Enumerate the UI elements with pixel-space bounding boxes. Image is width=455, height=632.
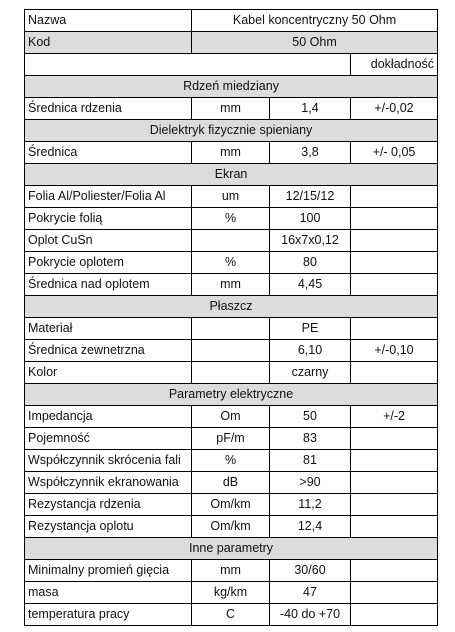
name-label: Nazwa: [25, 10, 192, 32]
param-name: Kolor: [25, 362, 192, 384]
tolerance-header: dokładność: [351, 54, 438, 76]
param-value: 16x7x0,12: [270, 230, 351, 252]
param-tolerance: [351, 428, 438, 450]
param-name: Oplot CuSn: [25, 230, 192, 252]
table-row: [25, 604, 438, 626]
table-row: [25, 560, 438, 582]
section-jacket: [25, 296, 438, 318]
param-name: Pojemność: [25, 428, 192, 450]
param-tolerance: [351, 230, 438, 252]
param-tolerance: +/-2: [351, 406, 438, 428]
param-unit: mm: [192, 560, 270, 582]
section-dielectric: [25, 120, 438, 142]
param-unit: pF/m: [192, 428, 270, 450]
section-title: Płaszcz: [25, 296, 438, 318]
table-row: [25, 274, 438, 296]
code-value: 50 Ohm: [192, 32, 438, 54]
param-name: Impedancja: [25, 406, 192, 428]
param-value: 4,45: [270, 274, 351, 296]
param-tolerance: +/- 0,05: [351, 142, 438, 164]
param-tolerance: [351, 318, 438, 340]
table-row: [25, 252, 438, 274]
table-row: [25, 98, 438, 120]
param-name: temperatura pracy: [25, 604, 192, 626]
param-name: Folia Al/Poliester/Folia Al: [25, 186, 192, 208]
empty-cell: [25, 54, 351, 76]
param-value: >90: [270, 472, 351, 494]
param-tolerance: +/-0,02: [351, 98, 438, 120]
section-title: Dielektryk fizycznie spieniany: [25, 120, 438, 142]
param-name: Średnica rdzenia: [25, 98, 192, 120]
name-value: Kabel koncentryczny 50 Ohm: [192, 10, 438, 32]
section-other: [25, 538, 438, 560]
param-name: Pokrycie folią: [25, 208, 192, 230]
param-tolerance: [351, 560, 438, 582]
param-unit: mm: [192, 98, 270, 120]
table-row: [25, 230, 438, 252]
name-row: [25, 10, 438, 32]
param-name: Współczynnik skrócenia fali: [25, 450, 192, 472]
table-row: [25, 450, 438, 472]
param-tolerance: [351, 362, 438, 384]
param-unit: %: [192, 252, 270, 274]
param-name: Minimalny promień gięcia: [25, 560, 192, 582]
table-row: [25, 186, 438, 208]
param-value: 50: [270, 406, 351, 428]
param-tolerance: [351, 516, 438, 538]
table-row: [25, 516, 438, 538]
table-row: [25, 318, 438, 340]
param-name: masa: [25, 582, 192, 604]
param-tolerance: [351, 274, 438, 296]
code-row: [25, 32, 438, 54]
table-row: [25, 472, 438, 494]
param-unit: [192, 340, 270, 362]
param-tolerance: [351, 494, 438, 516]
table-row: [25, 406, 438, 428]
tolerance-header-row: [25, 54, 438, 76]
param-unit: %: [192, 208, 270, 230]
param-unit: dB: [192, 472, 270, 494]
section-core: [25, 76, 438, 98]
param-name: Pokrycie oplotem: [25, 252, 192, 274]
param-name: Rezystancja rdzenia: [25, 494, 192, 516]
param-tolerance: [351, 252, 438, 274]
table-row: [25, 428, 438, 450]
section-title: Ekran: [25, 164, 438, 186]
table-row: [25, 582, 438, 604]
param-unit: Om/km: [192, 494, 270, 516]
param-unit: kg/km: [192, 582, 270, 604]
param-value: PE: [270, 318, 351, 340]
param-value: 12,4: [270, 516, 351, 538]
param-unit: [192, 362, 270, 384]
param-tolerance: [351, 582, 438, 604]
section-title: Parametry elektryczne: [25, 384, 438, 406]
param-unit: Om: [192, 406, 270, 428]
table-row: [25, 208, 438, 230]
param-tolerance: [351, 208, 438, 230]
param-value: czarny: [270, 362, 351, 384]
param-tolerance: [351, 186, 438, 208]
section-title: Inne parametry: [25, 538, 438, 560]
param-tolerance: [351, 450, 438, 472]
param-value: 80: [270, 252, 351, 274]
param-value: 3,8: [270, 142, 351, 164]
param-unit: C: [192, 604, 270, 626]
param-value: 83: [270, 428, 351, 450]
param-value: 12/15/12: [270, 186, 351, 208]
param-tolerance: [351, 472, 438, 494]
table-row: [25, 494, 438, 516]
param-unit: um: [192, 186, 270, 208]
cable-spec-table: [24, 9, 438, 626]
param-value: 1,4: [270, 98, 351, 120]
param-name: Średnica: [25, 142, 192, 164]
param-value: 81: [270, 450, 351, 472]
param-name: Materiał: [25, 318, 192, 340]
param-unit: Om/km: [192, 516, 270, 538]
param-name: Rezystancja oplotu: [25, 516, 192, 538]
param-value: 11,2: [270, 494, 351, 516]
param-name: Średnica zewnetrzna: [25, 340, 192, 362]
param-value: 100: [270, 208, 351, 230]
section-title: Rdzeń miedziany: [25, 76, 438, 98]
param-unit: [192, 318, 270, 340]
param-tolerance: +/-0,10: [351, 340, 438, 362]
param-unit: mm: [192, 274, 270, 296]
section-electrical: [25, 384, 438, 406]
table-row: [25, 340, 438, 362]
param-value: -40 do +70: [270, 604, 351, 626]
param-value: 47: [270, 582, 351, 604]
code-label: Kod: [25, 32, 192, 54]
param-name: Współczynnik ekranowania: [25, 472, 192, 494]
param-unit: mm: [192, 142, 270, 164]
param-unit: [192, 230, 270, 252]
param-value: 6,10: [270, 340, 351, 362]
param-value: 30/60: [270, 560, 351, 582]
section-shield: [25, 164, 438, 186]
param-name: Średnica nad oplotem: [25, 274, 192, 296]
param-tolerance: [351, 604, 438, 626]
table-row: [25, 142, 438, 164]
param-unit: %: [192, 450, 270, 472]
table-row: [25, 362, 438, 384]
